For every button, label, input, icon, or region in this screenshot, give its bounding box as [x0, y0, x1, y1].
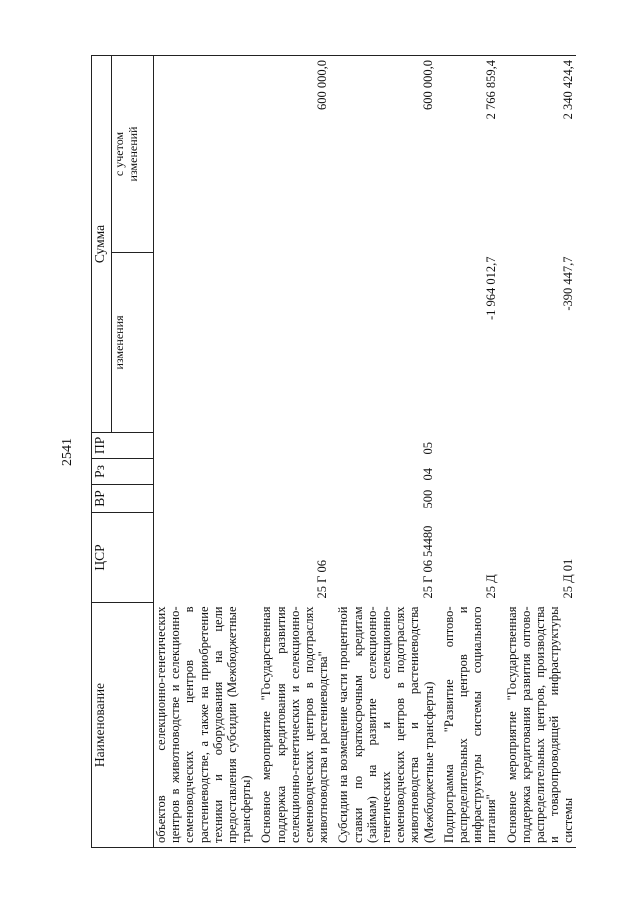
header-with-changes-line2: изменений	[126, 126, 140, 182]
row-pr: 05	[420, 442, 435, 455]
row-with-changes: 2 340 424,4	[505, 55, 576, 252]
row-csr	[154, 513, 254, 603]
header-name: Наименование	[92, 603, 154, 848]
row-with-changes: 600 000,0	[336, 55, 435, 252]
row-name: Основное мероприятие "Государственная поддержка кредитования развития селекционно-генетических и селекционно-семеноводческих центров в подотраслях животноводства и растениеводства"	[259, 603, 330, 848]
row-rz	[154, 459, 254, 485]
page-number: 2541	[60, 438, 75, 466]
row-rz: 04	[420, 468, 435, 481]
row-rz	[505, 459, 576, 485]
row-changes	[336, 253, 435, 433]
row-csr: 25 Г 06	[315, 560, 330, 599]
row-csr: 25 Г 06 54480	[420, 525, 435, 599]
row-pr	[259, 433, 330, 459]
rotated-page	[53, 56, 587, 848]
row-pr	[442, 433, 499, 459]
header-with-changes-line1: с учетом	[112, 131, 126, 177]
header-changes: изменения	[112, 253, 154, 433]
row-name: Основное мероприятие "Государственная поддержка кредитования развития оптово-распределительных центров, производства и товаропроводящей инфраструктуры системы	[505, 603, 576, 848]
header-rz: Рз	[92, 459, 154, 485]
row-vr	[154, 485, 254, 513]
row-name: Подпрограмма "Развитие оптово-распределительных центров и инфраструктуры системы социального питания"	[442, 603, 499, 848]
row-with-changes	[154, 55, 254, 252]
row-vr	[259, 485, 330, 513]
row-changes: -1 964 012,7	[483, 256, 498, 321]
header-pr: ПР	[92, 433, 154, 459]
table-row	[259, 55, 330, 847]
header-vr: ВР	[92, 485, 154, 513]
row-vr: 500	[420, 489, 435, 509]
row-pr	[505, 433, 576, 459]
row-csr: 25 Д 01	[560, 558, 575, 599]
row-name: объектов селекционно-генетических центров в животноводстве и селекционно-семеноводческих центров в растениеводстве, а также на приобретение техники и оборудования на цели предоставления субсидии (Межбюджетные трансферты)	[154, 603, 254, 848]
row-changes	[154, 253, 254, 433]
row-with-changes: 600 000,0	[259, 55, 330, 252]
budget-table	[91, 55, 576, 848]
table-row	[154, 55, 254, 847]
table-row	[442, 55, 499, 847]
header-with-changes	[112, 55, 154, 252]
row-pr	[154, 433, 254, 459]
header-csr: ЦСР	[92, 513, 154, 603]
header-sum: Сумма	[92, 55, 112, 432]
table-row	[505, 55, 576, 847]
row-name: Субсидии на возмещение части процентной ставки по краткосрочным кредитам (займам) на развитие селекционно-генетических и селекционно-семеноводческих центров в подотраслях животноводства и растениеводства (Межбюджетные трансферты)	[336, 603, 435, 848]
row-rz	[442, 459, 499, 485]
row-csr: 25 Д	[483, 574, 498, 599]
row-with-changes: 2 766 859,4	[442, 55, 499, 252]
row-vr	[442, 485, 499, 513]
row-rz	[259, 459, 330, 485]
table-row	[336, 55, 435, 847]
row-vr	[505, 485, 576, 513]
row-changes: -390 447,7	[560, 256, 575, 311]
row-changes	[259, 253, 330, 433]
